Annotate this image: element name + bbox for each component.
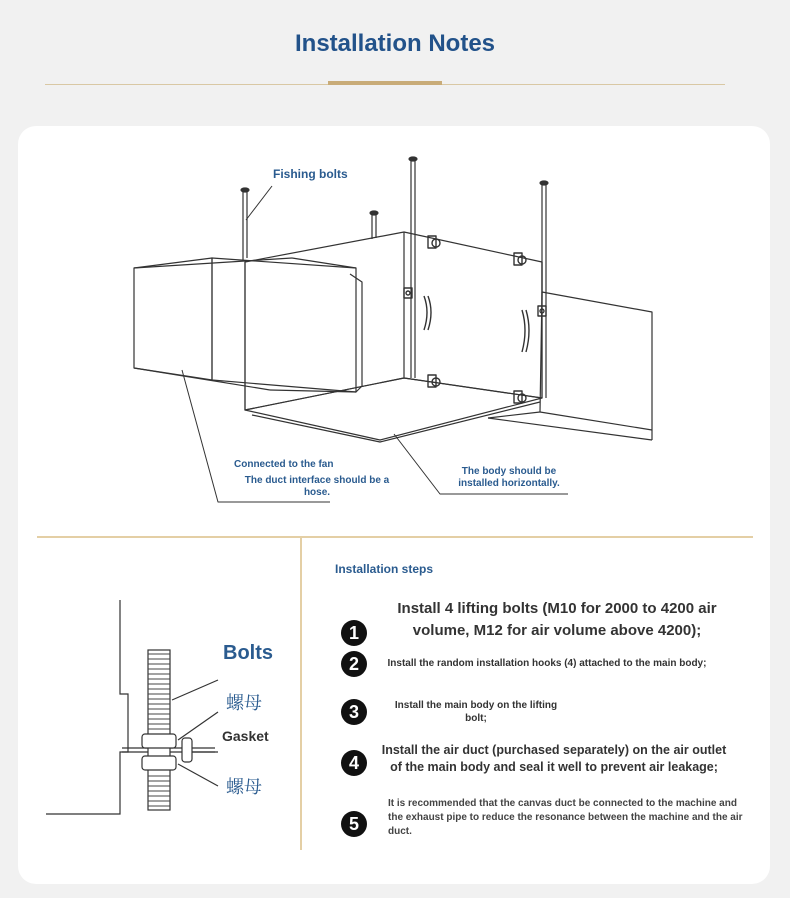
gasket-label: Gasket (222, 728, 269, 744)
step-4-number: 4 (341, 750, 367, 776)
step-4-text: Install the air duct (purchased separately) on the air outlet of the main body and seal it well to prevent air leakage; (381, 743, 727, 774)
step-2-number: 2 (341, 651, 367, 677)
step-1-number: 1 (341, 620, 367, 646)
bolts-label: Bolts (223, 642, 273, 664)
step-2-text: Install the random installation hooks (4) attached to the main body; (387, 658, 707, 669)
step-3-number: 3 (341, 699, 367, 725)
nut-bottom-label: 螺母 (226, 777, 262, 797)
connected-fan-label: Connected to the fan (234, 459, 334, 470)
step-3-text: Install the main body on the lifting bolt; (394, 700, 558, 724)
steps-heading: Installation steps (335, 562, 434, 576)
step-5-number: 5 (341, 811, 367, 837)
step-5-text: It is recommended that the canvas duct be connected to the machine and the exhaust pipe to reduce the resonance between the machine and the air duct. (388, 798, 743, 837)
body-horizontal-label: The body should be installed horizontally. (458, 466, 560, 489)
fishing-bolts-label: Fishing bolts (273, 167, 348, 181)
duct-interface-label: The duct interface should be a hose. (244, 475, 390, 498)
step-1-text: Install 4 lifting bolts (M10 for 2000 to 4200 air volume, M12 for air volume above 4200); (397, 600, 717, 639)
nut-top-label: 螺母 (226, 693, 262, 713)
page-title: Installation Notes (294, 30, 496, 57)
